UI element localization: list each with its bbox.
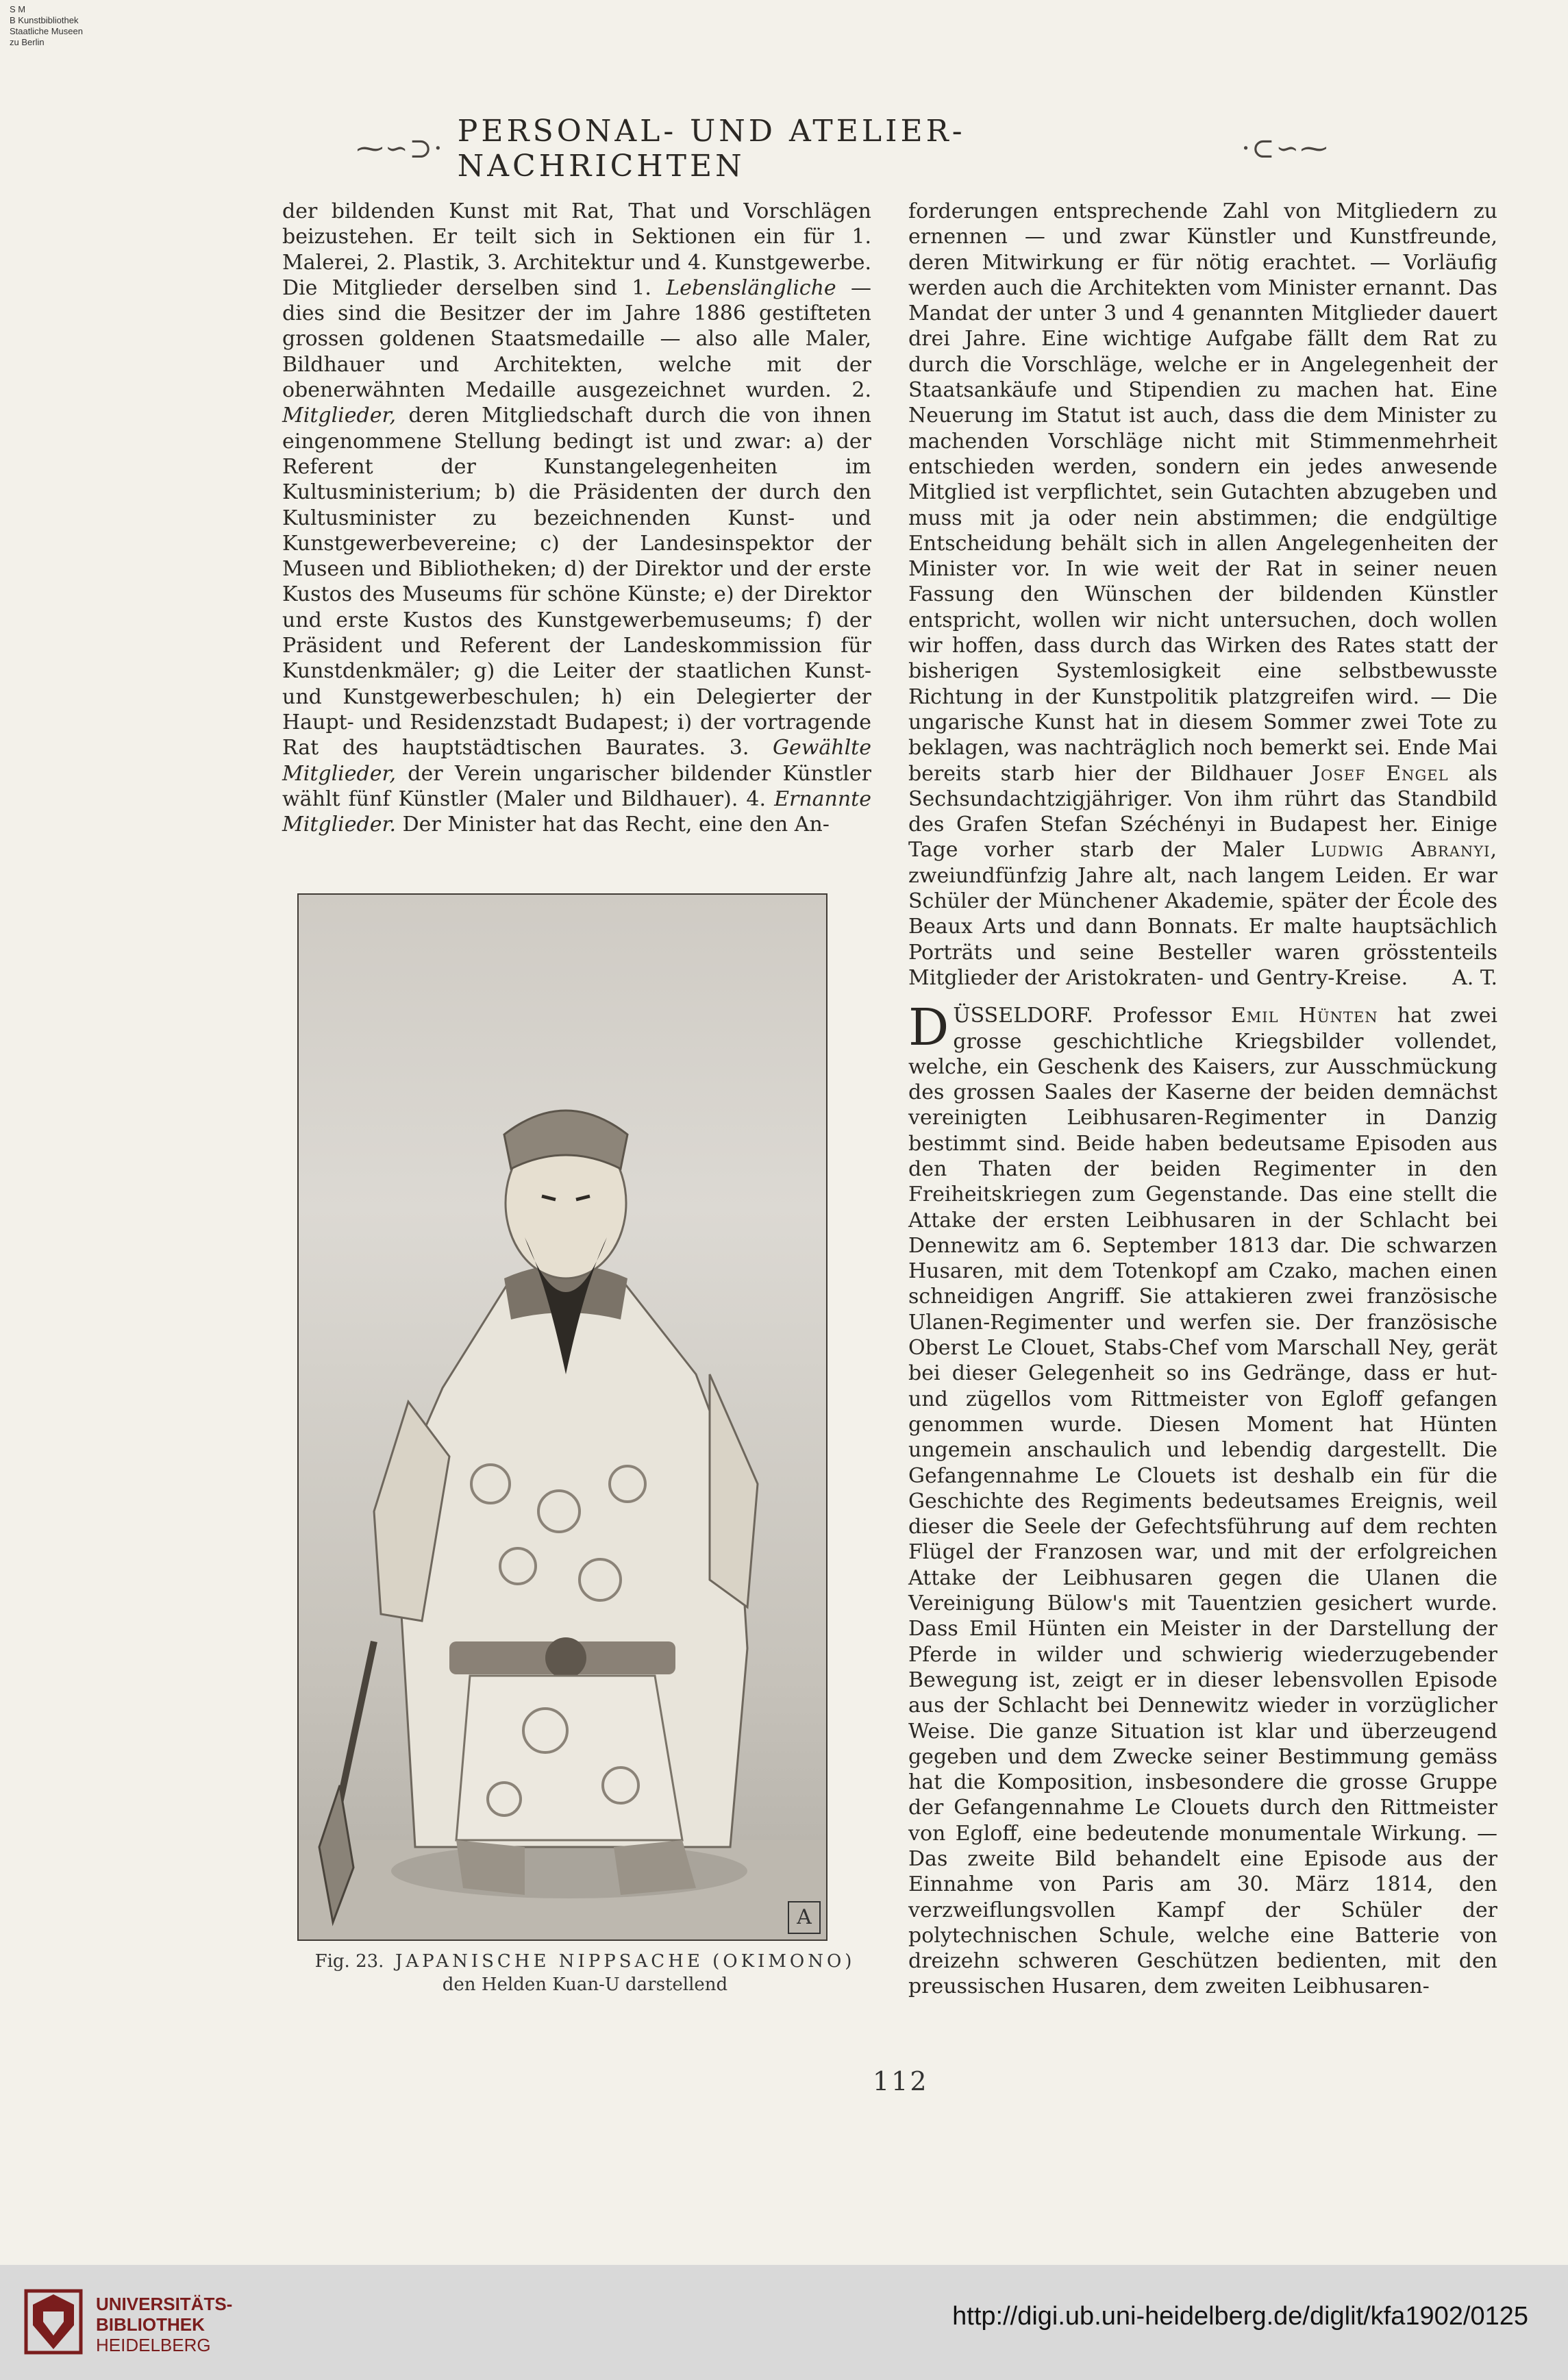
- source-url-link[interactable]: http://digi.ub.uni-heidelberg.de/diglit/kfa1902/0125: [952, 2302, 1528, 2331]
- figure-subtitle: den Helden Kuan-U darstellend: [442, 1974, 728, 1995]
- left-paragraph: der bildenden Kunst mit Rat, That und Vorschlägen beizustehen. Er teilt sich in Sektionen ein für 1. Malerei, 2. Plastik, 3. Architektur und 4. Kunstgewerbe. Die Mitglieder derselben sind 1. Lebenslängliche — dies sind die Besitzer der im Jahre 1886 gestifteten grossen goldenen Staatsmedaille — also alle Maler, Bildhauer und Architekten, welche mit der obenerwähnten Medaille ausgezeichnet wurden. 2. Mitglieder, deren Mitgliedschaft durch die von ihnen eingenommene Stellung bedingt ist und zwar: a) der Referent der Kunstangelegenheiten im Kultusministerium; b) die Präsidenten der durch den Kultusminister zu bezeichnenden Kunst- und Kunstgewerbevereine; c) der Landesinspektor der Museen und Bibliotheken; d) der Direktor und der erste Kustos des Museums für schöne Künste; e) der Direktor und erste Kustos des Kunstgewerbemuseums; f) der Präsident und Referent der Landeskommission für Kunstdenkmäler; g) die Leiter der staatlichen Kunst- und Kunstgewerbeschulen; h) ein Delegierter der Haupt- und Residenzstadt Budapest; i) der vortragende Rat des hauptstädtischen Baurates. 3. Gewählte Mitglieder, der Verein ungarischer bildender Künstler wählt fünf Künstler (Maler und Bildhauer). 4. Ernannte Mitglieder. Der Minister hat das Recht, eine den An-: [282, 199, 871, 837]
- budapest-paragraph: forderungen entsprechende Zahl von Mitgliedern zu ernennen — und zwar Künstler und Kunstfreunde, deren Mitwirkung er für nötig erachtet. — Vorläufig werden auch die Architekten vom Minister ernannt. Das Mandat der unter 3 und 4 genannten Mitglieder dauert drei Jahre. Eine wichtige Aufgabe fällt dem Rat zu durch die Vorschläge, welche er in Angelegenheit der Staatsankäufe und Stipendien zu machen hat. Eine Neuerung im Statut ist auch, dass die dem Minister zu machenden Vorschläge nicht mit Stimmenmehrheit entschieden werden, sondern ein jedes anwesende Mitglied ist verpflichtet, sein Gutachten abzugeben und muss mit ja oder nein abstimmen; die endgültige Entscheidung behält sich in allen Angelegenheiten der Minister vor. In wie weit der Rat in seiner neuen Fassung den Wünschen der bildenden Künstler entspricht, wollen wir nicht untersuchen, doch wollen wir hoffen, dass durch das Wirken des Rates statt der bisherigen Systemlosigkeit eine selbstbewusste Richtung in der Kunstpolitik platzgreifen wird. — Die ungarische Kunst hat in diesem Sommer zwei Tote zu beklagen, was nachträglich noch bemerkt sei. Ende Mai bereits starb hier der Bildhauer Josef Engel als Sechsundachtzigjähriger. Von ihm rührt das Standbild des Grafen Stefan Széchényi in Budapest her. Einige Tage vorher starb der Maler Ludwig Abranyi, zweiundfünfzig Jahre alt, nach langem Leiden. Er war Schüler der Münchener Akademie, später der École des Beaux Arts und dann Bonnats. Er malte hauptsächlich Porträts und seine Besteller waren grösstenteils Mitglieder der Aristokraten- und Gentry-Kreise. A. T.: [908, 199, 1497, 990]
- person-name: Josef Engel: [1312, 761, 1449, 786]
- figure-okimono: [297, 893, 827, 1941]
- figure-label: Fig. 23.: [314, 1951, 384, 1972]
- city-heading: ÜSSELDORF.: [953, 1004, 1093, 1028]
- person-name: Emil Hünten: [1230, 1004, 1378, 1028]
- stamp-line: B Kunstbibliothek: [10, 15, 79, 25]
- stamp-line: zu Berlin: [10, 37, 45, 47]
- figure-title: JAPANISCHE NIPPSACHE (OKIMONO): [395, 1951, 856, 1972]
- footer-bar: [0, 2265, 1568, 2380]
- page-header: [356, 114, 1329, 184]
- library-line: HEIDELBERG: [96, 2335, 211, 2355]
- left-column: [282, 199, 871, 837]
- library-line: BIBLIOTHEK: [96, 2314, 205, 2335]
- university-seal-icon: [19, 2284, 88, 2359]
- library-line: UNIVERSITÄTS-: [96, 2294, 233, 2314]
- signature: A. T.: [1452, 965, 1497, 990]
- right-ornament-icon: ·⊂∽⁓: [1241, 133, 1329, 164]
- stamp-line: Staatliche Museen: [10, 26, 83, 36]
- right-column: [908, 199, 1497, 2000]
- monogram: A: [788, 1901, 821, 1934]
- left-ornament-icon: ⁓∽⊃·: [356, 133, 444, 164]
- library-stamp: [10, 4, 83, 48]
- drop-cap: D: [908, 998, 949, 1058]
- person-name: Ludwig Abranyi,: [1310, 838, 1497, 863]
- okimono-figure-illustration: [299, 895, 826, 1939]
- stamp-line: S M: [10, 4, 26, 14]
- duesseldorf-paragraph: DÜSSELDORF. Professor Emil Hünten hat zwei grosse geschichtliche Kriegsbilder vollendet, welche, ein Geschenk des Kaisers, zur Ausschmückung des grossen Saales der Kaserne der beiden demnächst vereinigten Leibhusaren-Regimenter in Danzig bestimmt sind. Beide haben bedeutsame Episoden aus den Thaten der beiden Regimenter in den Freiheitskriegen zum Gegenstande. Das eine stellt die Attake der ersten Leibhusaren in der Schlacht bei Dennewitz am 6. September 1813 dar. Die schwarzen Husaren, mit dem Totenkopf am Czako, machen einen schneidigen Angriff. Sie attakieren zwei französische Ulanen-Regimenter und werfen sie. Der französische Oberst Le Clouet, Stabs-Chef vom Marschall Ney, gerät bei dieser Gelegenheit so ins Gedränge, dass er hut- und zügellos vom Rittmeister von Egloff gefangen genommen wurde. Diesen Moment hat Hünten ungemein anschaulich und lebendig dargestellt. Die Gefangennahme Le Clouets ist deshalb ein für die Geschichte des Regiments bedeutsames Ereignis, weil dieser die Seele der Gefechtsführung auf dem rechten Flügel der Franzosen war, und mit der erfolgreichen Attake der Leibhusaren gegen die Ulanen die Vereinigung Bülow's mit Tauentzien gesichert wurde. Dass Emil Hünten ein Meister in der Darstellung der Pferde in wilder und schwierig wiederzugebender Bewegung ist, zeigt er in dieser lebensvollen Episode aus der Schlacht bei Dennewitz wieder in vorzüglicher Weise. Die ganze Situation ist klar und überzeugend gegeben und dem Zwecke seiner Bestimmung gemäss hat die Komposition, insbesondere die grosse Gruppe der Gefangennahme Le Clouets durch den Rittmeister von Egloff, eine bedeutende monumentale Wirkung. — Das zweite Bild behandelt eine Episode aus der Einnahme von Paris am 30. März 1814, den verzweiflungsvollen Kampf der Schüler der polytechnischen Schule, welche eine Batterie von dreizehn schweren Geschützen bedienten, mit den preussischen Husaren, dem zweiten Leibhusaren-: [908, 998, 1497, 1999]
- caption-line-1: [297, 1950, 873, 1973]
- running-title: PERSONAL- UND ATELIER-NACHRICHTEN: [457, 114, 966, 184]
- library-name: [96, 2294, 232, 2355]
- figure-caption: [297, 1950, 873, 1996]
- page-number: 112: [873, 2066, 929, 2096]
